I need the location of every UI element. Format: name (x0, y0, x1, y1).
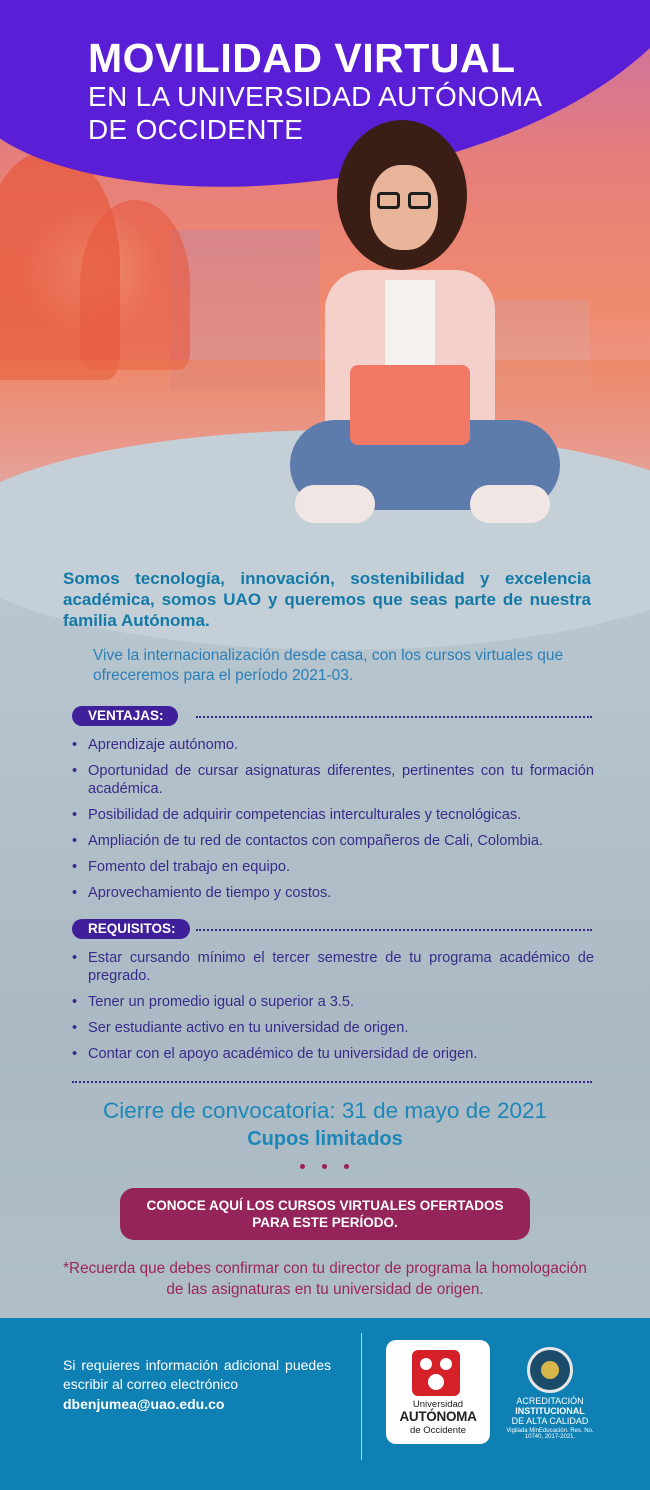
student-with-laptop-illustration (285, 120, 565, 550)
accreditation-seal-icon (527, 1347, 573, 1393)
uao-logo (386, 1340, 490, 1444)
homologacion-note: *Recuerda que debes confirmar con tu director de programa la homologación de las asignaturas en tu universidad de origen. (63, 1260, 587, 1298)
contact-email-link[interactable]: dbenjumea@uao.edu.co (63, 1396, 225, 1412)
accreditation-line-3: DE ALTA CALIDAD (511, 1416, 589, 1426)
list-item: • Fomento del trabajo en equipo. (72, 858, 594, 876)
list-item: • Contar con el apoyo académico de tu universidad de origen. (72, 1045, 594, 1063)
list-item: • Tener un promedio igual o superior a 3.5. (72, 993, 594, 1011)
footer-divider (361, 1333, 362, 1460)
list-item: • Ser estudiante activo en tu universidad de origen. (72, 1019, 594, 1037)
footer-info-text: Si requieres información adicional puedes escribir al correo electrónico (63, 1357, 331, 1392)
accreditation-line-1: ACREDITACIÓN (516, 1396, 584, 1406)
logo-text-1: Universidad (412, 1399, 464, 1410)
title-line-3: DE OCCIDENTE (88, 114, 304, 145)
logo-text-3: de Occidente (410, 1425, 466, 1436)
requisitos-label: REQUISITOS: (72, 919, 190, 939)
dotted-divider (196, 929, 592, 931)
dotted-divider (196, 716, 592, 718)
shoe-left (295, 485, 375, 523)
cursos-ofertados-button[interactable] (120, 1188, 530, 1240)
list-item: • Posibilidad de adquirir competencias interculturales y tecnológicas. (72, 806, 594, 824)
decorative-dots (300, 1164, 350, 1172)
list-item: • Aprovechamiento de tiempo y costos. (72, 884, 594, 902)
cupos-text: Cupos limitados (247, 1128, 403, 1150)
cta-line-1: CONOCE AQUÍ LOS CURSOS VIRTUALES OFERTADOS (146, 1198, 504, 1213)
ventajas-list (72, 736, 594, 910)
intro-text: Vive la internacionalización desde casa, con los cursos virtuales que ofreceremos para el período 2021-03. (93, 647, 564, 684)
glasses-icon (377, 192, 433, 210)
accreditation-line-2: INSTITUCIONAL (515, 1406, 585, 1416)
title-line-1: MOVILIDAD VIRTUAL (88, 35, 516, 81)
shoe-right (470, 485, 550, 523)
uao-logo-icon (412, 1350, 460, 1396)
intro-bold: Somos tecnología, innovación, sostenibilidad y excelencia académica, somos UAO y queremos que seas parte de nuestra familia Autónoma. (63, 569, 591, 630)
accreditation-line-4: Vigilada MinEducación. Res. No. 10740, 2017-2021. (506, 1428, 594, 1440)
list-item: • Aprendizaje autónomo. (72, 736, 594, 754)
palm-plant (80, 200, 190, 370)
logo-text-2: AUTÓNOMA (399, 1409, 477, 1424)
dotted-divider (72, 1081, 592, 1083)
requisitos-list (72, 949, 594, 1071)
list-item: • Estar cursando mínimo el tercer semestre de tu programa académico de pregrado. (72, 949, 594, 985)
deadline-text: Cierre de convocatoria: 31 de mayo de 2021 (102, 1098, 548, 1123)
page-title (88, 36, 542, 146)
ventajas-label: VENTAJAS: (72, 706, 178, 726)
title-line-2: EN LA UNIVERSIDAD AUTÓNOMA (88, 81, 543, 112)
list-item: • Ampliación de tu red de contactos con compañeros de Cali, Colombia. (72, 832, 594, 850)
list-item: • Oportunidad de cursar asignaturas diferentes, pertinentes con tu formación académica. (72, 762, 594, 798)
laptop-icon (350, 365, 470, 445)
cta-line-2: PARA ESTE PERÍODO. (252, 1215, 398, 1230)
